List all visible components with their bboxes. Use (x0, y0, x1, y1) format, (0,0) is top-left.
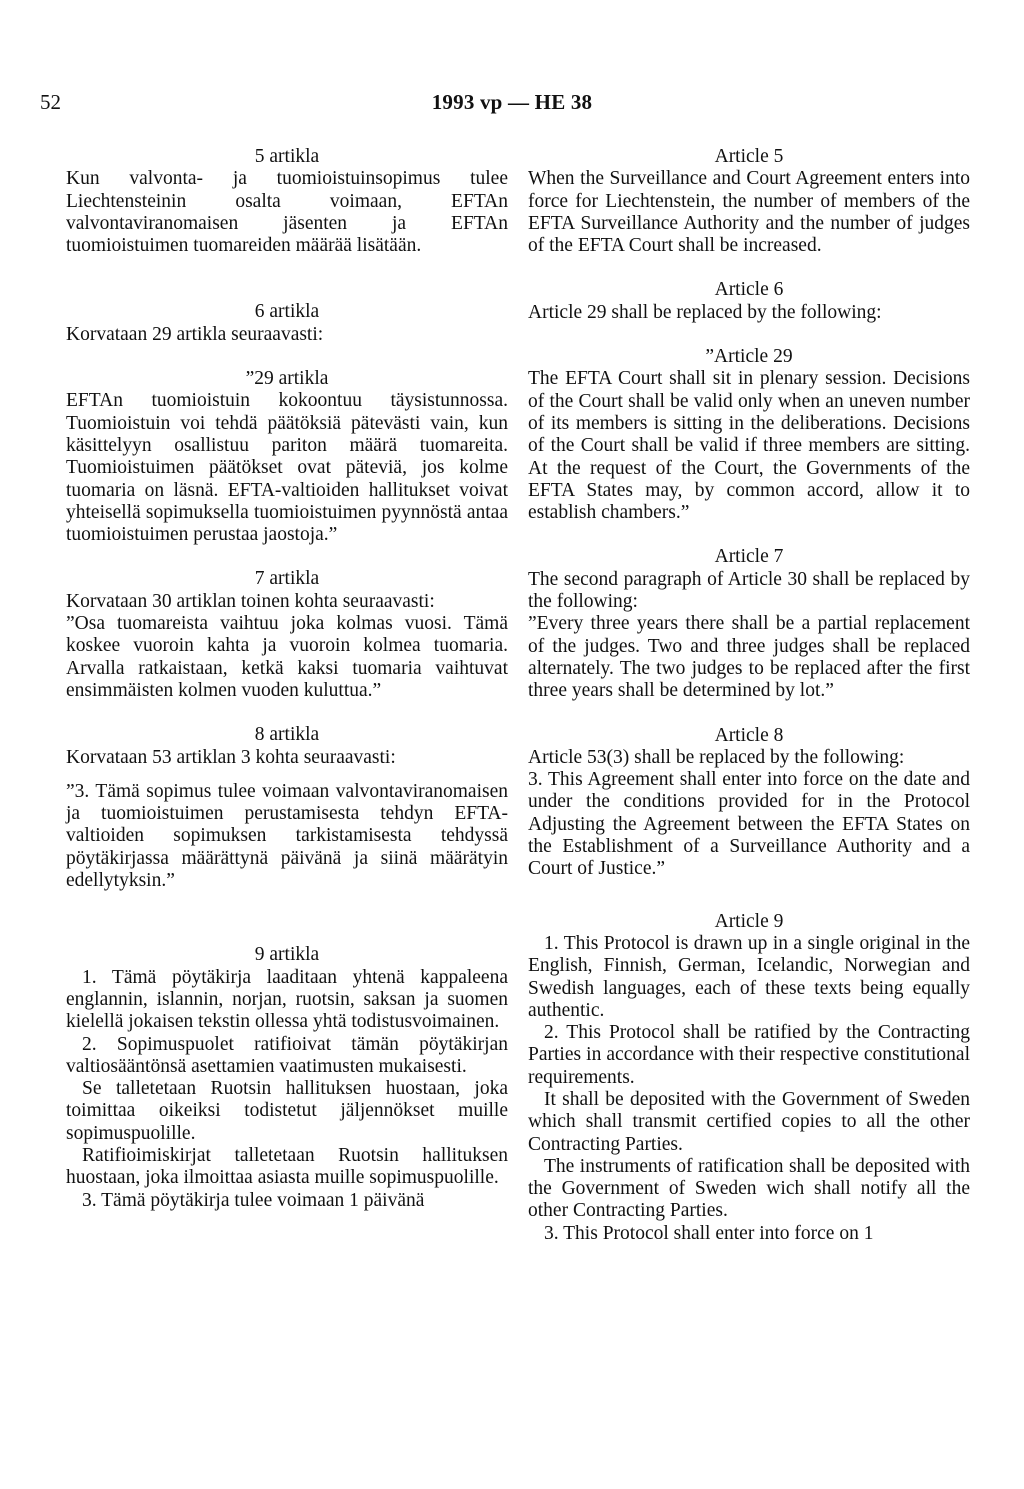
en-article-7-text-1: The second paragraph of Article 30 shall be replaced by the following: (528, 568, 970, 613)
fi-article-7-text-1: Korvataan 30 artiklan toinen kohta seuraavasti: (66, 590, 435, 612)
fi-article-8-text-2: ”3. Tämä sopimus tulee voimaan valvontaviranomaisen ja tuomioistuimen perustamisesta tehdyn EFTA-valtioiden sopimuksen tarkistamisesta tehdyssä pöytäkirjassa määrättynä päivänä ja siinä määrätyin edellytyksin.” (66, 780, 508, 892)
english-column (528, 146, 970, 1267)
fi-article-7-title: 7 artikla (254, 568, 320, 590)
fi-article-8-text-1: Korvataan 53 artiklan 3 kohta seuraavasti: (66, 746, 396, 768)
fi-article-6-title: 6 artikla (254, 301, 320, 323)
en-article-6 (528, 279, 970, 324)
en-quoted-article-29-title: ”Article 29 (705, 346, 793, 368)
fi-article-9-text-1: 1. Tämä pöytäkirja laaditaan yhtenä kappaleena englannin, islannin, norjan, ruotsin, saksan ja suomen kielellä jokaisen tekstin ollessa yhtä todistusvoimainen. (66, 966, 508, 1033)
en-article-7-title: Article 7 (714, 546, 784, 568)
en-article-8-text-2: 3. This Agreement shall enter into force on the date and under the conditions provided for in the Protocol Adjusting the Agreement between the EFTA States on the Establishment of a Surveillance Authority and a Court of Justice.” (528, 769, 970, 880)
en-article-8-title: Article 8 (714, 724, 784, 746)
fi-article-7 (66, 568, 508, 702)
fi-article-9-title: 9 artikla (254, 944, 320, 966)
fi-quoted-article-29 (66, 368, 508, 546)
en-article-9-text-2: 2. This Protocol shall be ratified by the Contracting Parties in accordance with their respective constitutional requirements. (528, 1022, 970, 1088)
en-article-6-title: Article 6 (714, 279, 784, 301)
en-article-5-text: When the Surveillance and Court Agreement enters into force for Liechtenstein, the number of members of the EFTA Surveillance Authority and the number of judges of the EFTA Court shall be increased. (528, 168, 970, 257)
fi-article-6-text: Korvataan 29 artikla seuraavasti: (66, 323, 324, 345)
fi-article-7-text-2: ”Osa tuomareista vaihtuu joka kolmas vuosi. Tämä koskee vuoroin kahta ja vuoroin kolmea tuomaria. Arvalla ratkaistaan, ketkä kaksi tuomaria vaihtuvat ensimmäisten kolmen vuoden kuluttua.” (66, 613, 508, 701)
fi-article-9 (66, 944, 508, 1212)
en-article-6-text: Article 29 shall be replaced by the following: (528, 301, 882, 323)
fi-article-5-title: 5 artikla (254, 146, 320, 167)
fi-article-8 (66, 724, 508, 892)
en-article-8 (528, 725, 970, 881)
en-article-5-title: Article 5 (714, 146, 784, 167)
fi-article-9-text-5: 3. Tämä pöytäkirja tulee voimaan 1 päivänä (82, 1189, 425, 1211)
fi-article-8-title: 8 artikla (254, 724, 320, 746)
fi-article-9-text-4: Ratifioimiskirjat talletetaan Ruotsin hallituksen huostaan, joka ilmoittaa asiasta muille sopimuspuolille. (66, 1144, 508, 1189)
en-article-8-text-1: Article 53(3) shall be replaced by the following: (528, 746, 905, 768)
en-article-5 (528, 146, 970, 257)
en-article-9-text-1: 1. This Protocol is drawn up in a single original in the English, Finnish, German, Icelandic, Norwegian and Swedish languages, each of these texts being equally authentic. (528, 932, 970, 1021)
fi-quoted-article-29-title: ”29 artikla (245, 368, 329, 390)
en-article-9 (528, 911, 970, 1245)
en-quoted-article-29-text: The EFTA Court shall sit in plenary session. Decisions of the Court shall be valid only when an uneven number of its members is sitting in the deliberations. Decisions of the Court shall be valid if three members are sitting. At the request of the Court, the Governments of the EFTA States may, by common accord, allow it to establish chambers.” (528, 368, 970, 524)
en-article-7 (528, 546, 970, 702)
page-number: 52 (40, 90, 61, 114)
en-article-7-text-2: ”Every three years there shall be a partial replacement of the judges. Two and three judges shall be replaced alternately. The two judges to be replaced after the first three years shall be determined by lot.” (528, 613, 970, 702)
en-article-9-text-4: The instruments of ratification shall be deposited with the Government of Sweden wich shall notify all the other Contracting Parties. (528, 1155, 970, 1222)
en-article-9-text-5: 3. This Protocol shall enter into force on 1 (544, 1222, 874, 1244)
fi-article-5-text: Kun valvonta- ja tuomioistuinsopimus tulee Liechtensteinin osalta voimaan, EFTAn valvontaviranomaisen jäsenten ja EFTAn tuomioistuimen tuomareiden määrää lisätään. (66, 168, 508, 257)
fi-article-9-text-3: Se talletetaan Ruotsin hallituksen huostaan, joka toimittaa oikeiksi todistetut jäljennökset muille sopimuspuolille. (66, 1078, 508, 1144)
fi-article-9-text-2: 2. Sopimuspuolet ratifioivat tämän pöytäkirjan valtiosääntönsä asettamien vaatimusten mukaisesti. (66, 1033, 508, 1077)
fi-quoted-article-29-text: EFTAn tuomioistuin kokoontuu täysistunnossa. Tuomioistuin voi tehdä päätöksiä pätevästi vain, kun käsittelyyn osallistuu pariton määrä tuomareita. Tuomioistuimen päätökset ovat päteviä, jos kolme tuomaria on läsnä. EFTA-valtioiden hallitukset voivat yhteisellä sopimuksella tuomioistuimen pyynnöstä antaa tuomioistuimen perustaa jaostoja.” (66, 390, 508, 546)
fi-article-6 (66, 301, 508, 346)
en-quoted-article-29 (528, 346, 970, 524)
page-header (40, 90, 984, 126)
fi-article-5 (66, 146, 508, 257)
finnish-column (66, 146, 508, 1234)
en-article-9-text-3: It shall be deposited with the Government of Sweden which shall transmit certified copies to all the other Contracting Parties. (528, 1088, 970, 1155)
running-title: 1993 vp — HE 38 (431, 90, 593, 114)
en-article-9-title: Article 9 (714, 910, 784, 932)
